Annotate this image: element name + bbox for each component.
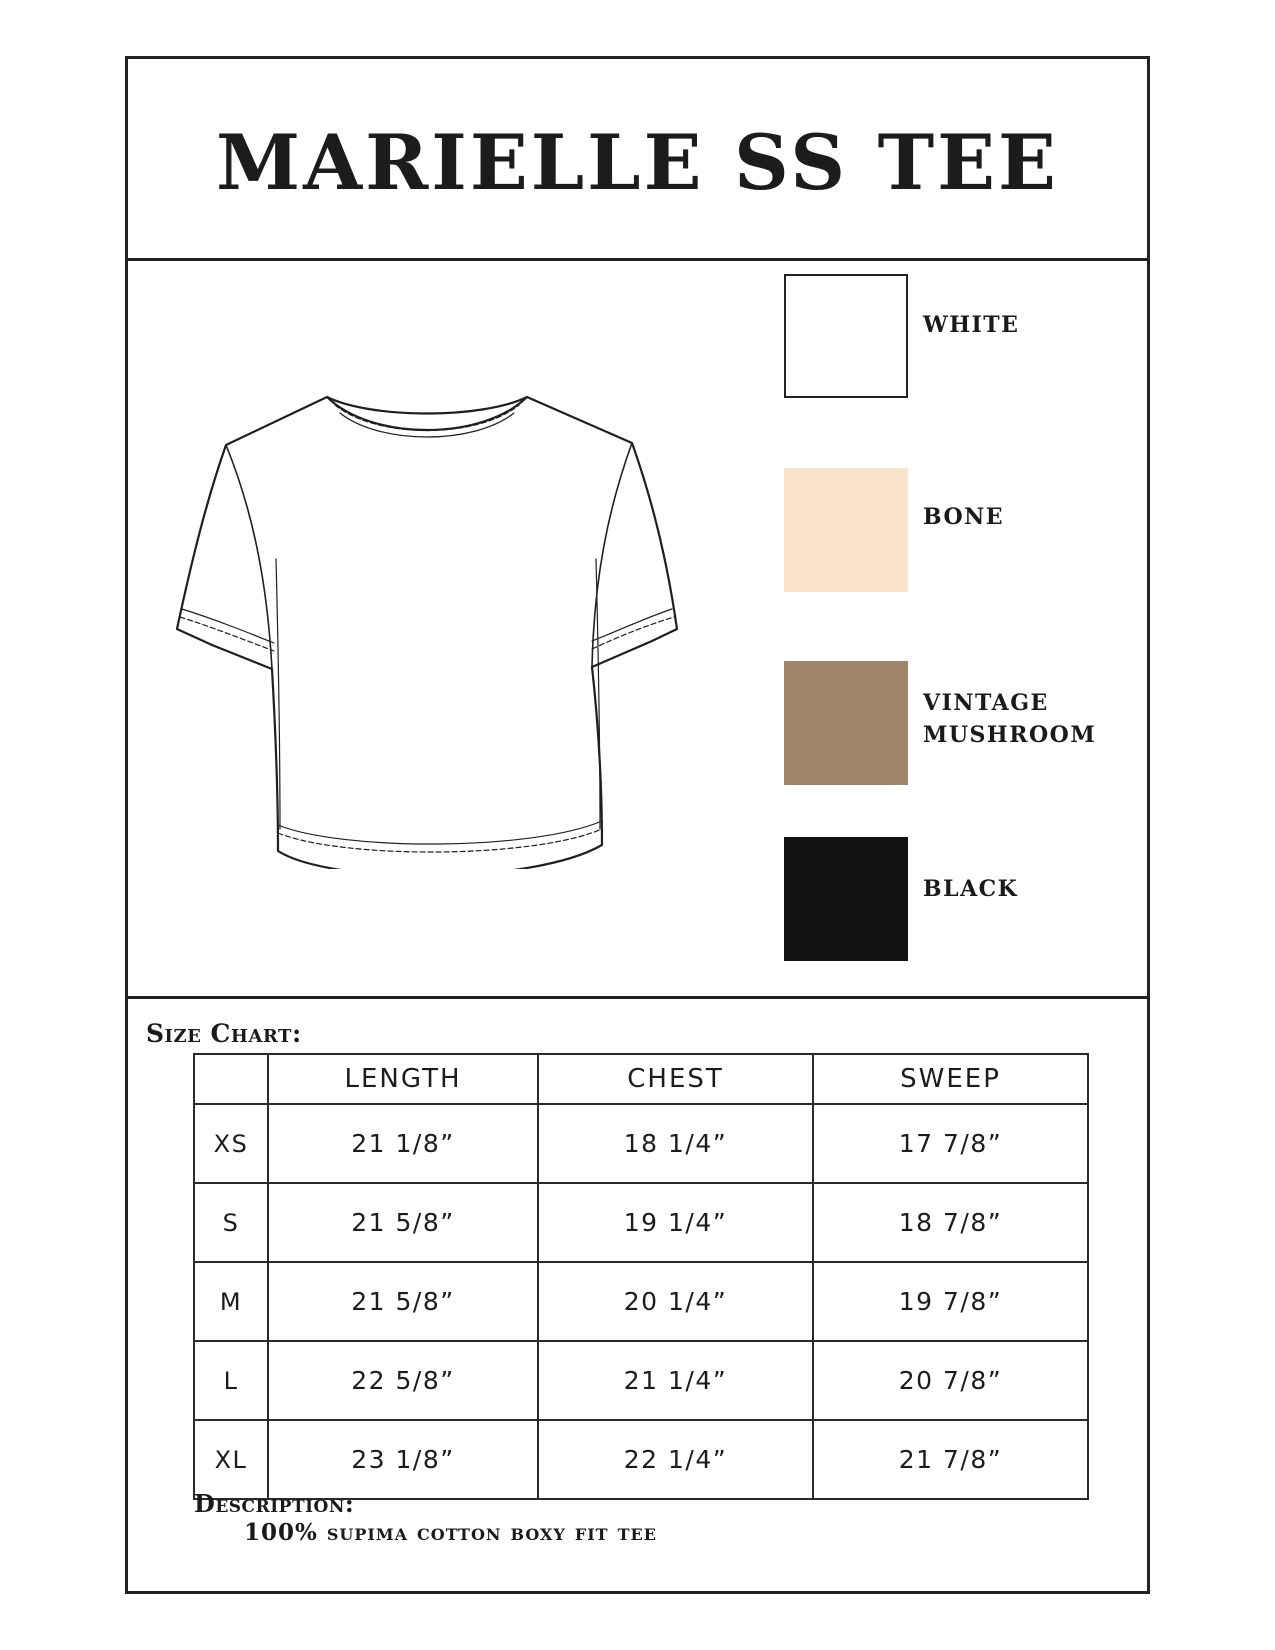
tshirt-flat-sketch-icon [172, 359, 682, 869]
color-label-black: BLACK [923, 876, 1019, 902]
sweep-cell: 20 7/8” [813, 1341, 1088, 1420]
sweep-cell: 19 7/8” [813, 1262, 1088, 1341]
color-label-vintage-mushroom: VINTAGE MUSHROOM [923, 690, 1097, 748]
length-cell: 21 5/8” [268, 1262, 538, 1341]
table-row [194, 1420, 1088, 1499]
table-header-length: LENGTH [268, 1054, 538, 1104]
color-swatch-vintage-mushroom [784, 661, 908, 785]
table-header-row [194, 1054, 1088, 1104]
description-heading: Description: [194, 1489, 355, 1518]
table-row [194, 1183, 1088, 1262]
sweep-cell: 17 7/8” [813, 1104, 1088, 1183]
description-text: 100% supima cotton boxy fit tee [244, 1519, 657, 1546]
size-section [128, 999, 1147, 1594]
chest-cell: 20 1/4” [538, 1262, 813, 1341]
size-cell: S [194, 1183, 268, 1262]
sweep-cell: 18 7/8” [813, 1183, 1088, 1262]
size-chart-heading: Size Chart: [146, 1019, 302, 1048]
color-label-bone: BONE [923, 504, 1005, 530]
sweep-cell: 21 7/8” [813, 1420, 1088, 1499]
table-header-chest: CHEST [538, 1054, 813, 1104]
chest-cell: 19 1/4” [538, 1183, 813, 1262]
size-cell: XL [194, 1420, 268, 1499]
product-title: MARIELLE SS TEE [216, 118, 1059, 207]
chest-cell: 21 1/4” [538, 1341, 813, 1420]
size-cell: XS [194, 1104, 268, 1183]
color-swatch-white [784, 274, 908, 398]
title-band [128, 59, 1147, 261]
table-header-sweep: SWEEP [813, 1054, 1088, 1104]
size-chart-table [193, 1053, 1089, 1500]
color-swatch-black [784, 837, 908, 961]
chest-cell: 22 1/4” [538, 1420, 813, 1499]
size-cell: M [194, 1262, 268, 1341]
table-row [194, 1341, 1088, 1420]
length-cell: 23 1/8” [268, 1420, 538, 1499]
color-label-white: WHITE [923, 312, 1020, 338]
size-cell: L [194, 1341, 268, 1420]
chest-cell: 18 1/4” [538, 1104, 813, 1183]
color-swatch-bone [784, 468, 908, 592]
length-cell: 22 5/8” [268, 1341, 538, 1420]
table-header-size [194, 1054, 268, 1104]
spec-sheet [125, 56, 1150, 1594]
length-cell: 21 5/8” [268, 1183, 538, 1262]
product-band [128, 261, 1147, 999]
table-row [194, 1262, 1088, 1341]
table-row [194, 1104, 1088, 1183]
length-cell: 21 1/8” [268, 1104, 538, 1183]
